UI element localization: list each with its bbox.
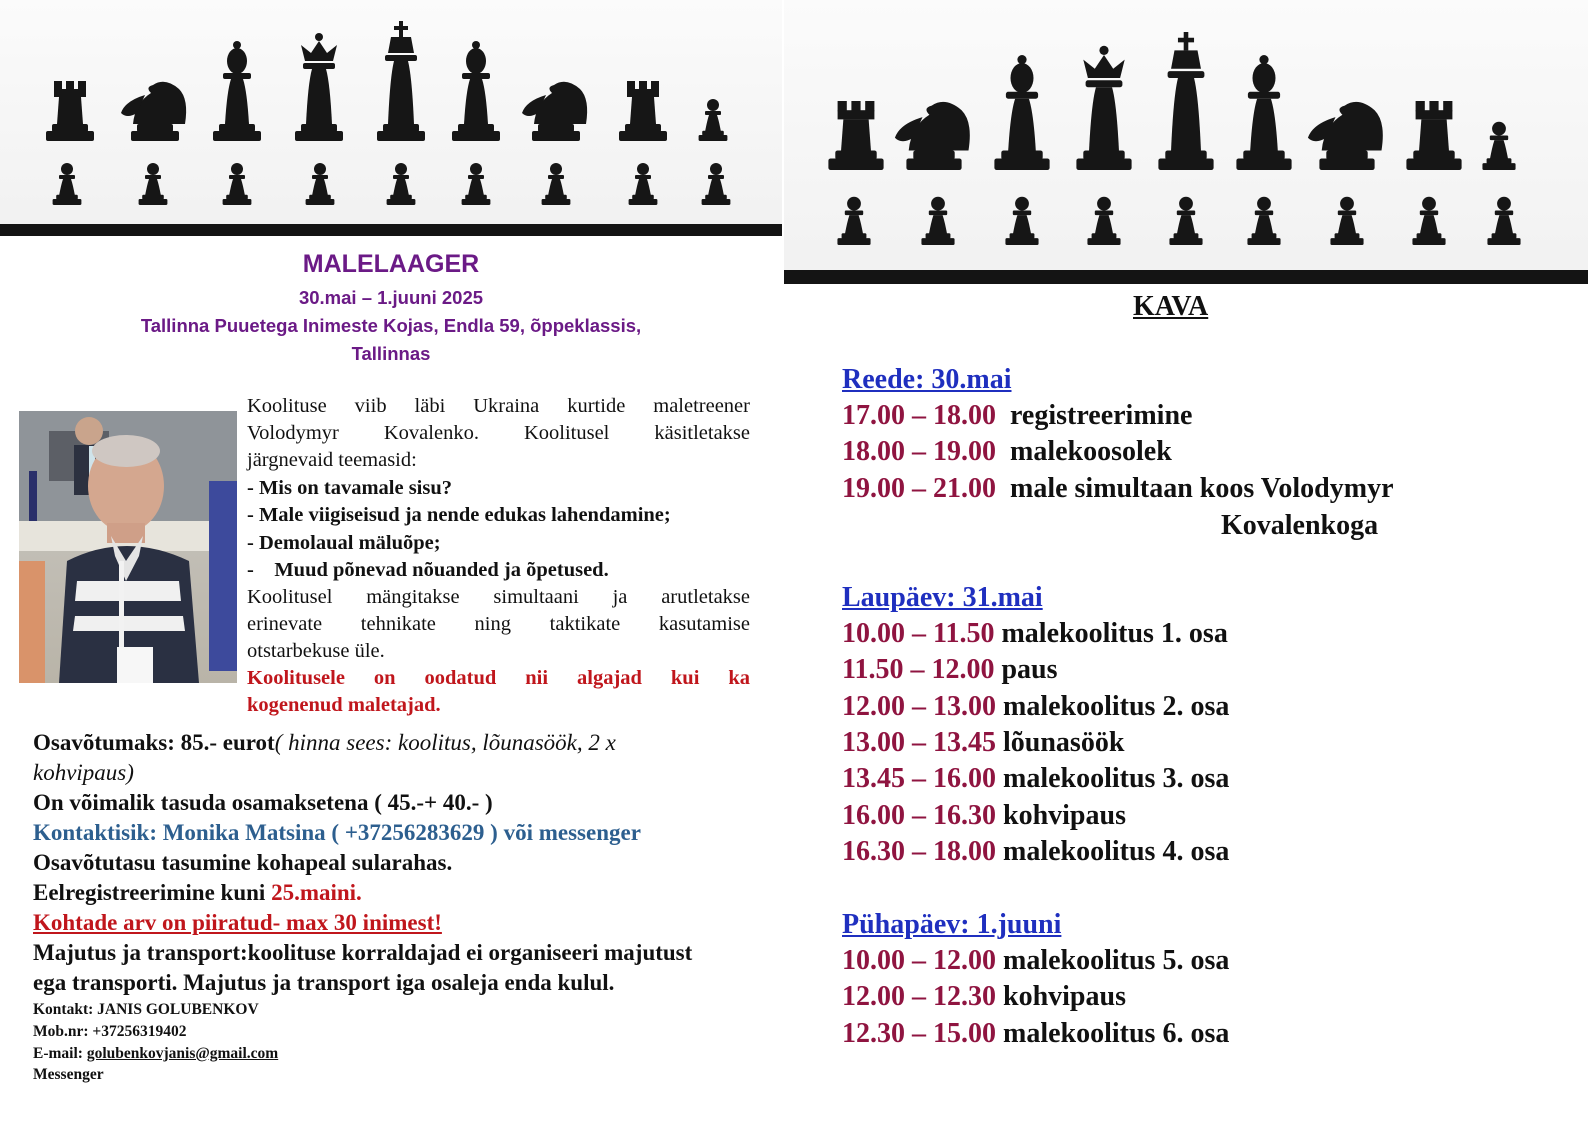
schedule-item: [842, 618, 1228, 650]
topic-1: - Mis on tavamale sisu?: [247, 477, 452, 499]
schedule-activity: malekoolitus 5. osa: [996, 945, 1230, 976]
schedule-activity: malekoolitus 3. osa: [996, 763, 1230, 794]
intro-line-2: Volodymyr Kovalenko. Koolitusel käsitletakse: [247, 422, 750, 444]
schedule-time: 19.00 – 21.00: [842, 473, 996, 504]
email-link[interactable]: golubenkovjanis@gmail.com: [86, 1045, 279, 1062]
topic-3: - Demolaual mäluõpe;: [247, 532, 441, 554]
prereg-label: Eelregistreerimine kuni: [33, 880, 272, 905]
schedule-activity: registreerimine: [996, 400, 1193, 431]
schedule-time: 12.00 – 12.30: [842, 981, 996, 1012]
event-venue-line2: Tallinnas: [351, 343, 431, 364]
schedule-item: [842, 763, 1229, 795]
schedule-time: 18.00 – 19.00: [842, 436, 996, 467]
fee-line: [33, 730, 616, 756]
schedule-activity: malekoolitus 6. osa: [996, 1018, 1230, 1049]
payment-info: Osavõtutasu tasumine kohapeal sularahas.: [33, 850, 453, 875]
intro-line-9: erinevate tehnikate ning taktikate kasutamise: [247, 613, 750, 635]
day-saturday: Laupäev: 31.mai: [842, 582, 1043, 613]
schedule-time: 16.00 – 16.30: [842, 800, 996, 831]
installments: On võimalik tasuda osamaksetena ( 45.-+ 40.- ): [33, 790, 493, 815]
event-venue-line1: Tallinna Puuetega Inimeste Kojas, Endla 59, õppeklassis,: [140, 315, 642, 336]
lodging-line-1: Majutus ja transport:koolituse korraldajad ei organiseeri majutust: [33, 940, 693, 965]
fee-note-2: kohvipaus): [33, 760, 134, 785]
schedule-item: [842, 1018, 1229, 1050]
schedule-time: 10.00 – 11.50: [842, 618, 995, 649]
schedule-time: 17.00 – 18.00: [842, 400, 996, 431]
schedule-time: 10.00 – 12.00: [842, 945, 996, 976]
schedule-item: [842, 400, 1192, 432]
messenger-label: Messenger: [33, 1066, 104, 1083]
day-sunday: Pühapäev: 1.juuni: [842, 909, 1062, 940]
fee-label: Osavõtumaks: 85.- eurot: [33, 730, 275, 755]
preregistration: [33, 880, 362, 906]
intro-line-8: Koolitusel mängitakse simultaani ja arutletakse: [247, 586, 750, 608]
schedule-activity: paus: [994, 654, 1058, 685]
schedule-activity: kohvipaus: [996, 800, 1126, 831]
schedule-activity: malekoosolek: [996, 436, 1172, 467]
chess-pieces-right: [784, 0, 1588, 284]
contact-name: Kontakt: JANIS GOLUBENKOV: [33, 1001, 259, 1018]
schedule-item: [842, 800, 1126, 832]
welcome-line-2: kogenenud maletajad.: [247, 694, 441, 716]
schedule-item: [842, 945, 1229, 977]
chess-banner-right: [784, 0, 1588, 284]
event-dates: 30.mai – 1.juuni 2025: [298, 287, 484, 308]
schedule-item: [842, 836, 1229, 868]
intro-line-1: Koolituse viib läbi Ukraina kurtide maletreener: [247, 395, 750, 417]
schedule-item: [842, 691, 1229, 723]
schedule-time: 11.50 – 12.00: [842, 654, 995, 685]
schedule-time: 12.30 – 15.00: [842, 1018, 996, 1049]
topic-4: - Muud põnevad nõuanded ja õpetused.: [247, 559, 609, 581]
schedule-time: 13.00 – 13.45: [842, 727, 996, 758]
schedule-item: [842, 981, 1126, 1013]
schedule-item: [842, 654, 1058, 686]
intro-line-10: otstarbekuse üle.: [247, 640, 385, 662]
fee-note-line-2: [33, 760, 134, 786]
schedule-activity: malekoolitus 4. osa: [996, 836, 1230, 867]
schedule-time: 16.30 – 18.00: [842, 836, 996, 867]
mobile-number: Mob.nr: +37256319402: [33, 1023, 187, 1040]
chess-pieces-left: [0, 0, 782, 236]
schedule-item: [842, 727, 1124, 759]
schedule-item: [842, 473, 1394, 505]
schedule-time: 13.45 – 16.00: [842, 763, 996, 794]
prereg-date: 25.maini.: [271, 880, 362, 905]
schedule-item: [842, 436, 1172, 468]
schedule-activity: malekoolitus 2. osa: [996, 691, 1230, 722]
day-friday: Reede: 30.mai: [842, 364, 1012, 395]
topic-2: - Male viigiseisud ja nende edukas lahendamine;: [247, 504, 671, 526]
chess-banner-left: [0, 0, 782, 236]
contact-person: Kontaktisik: Monika Matsina ( +37256283629 ) või messenger: [33, 820, 641, 845]
schedule-continuation: Kovalenkoga: [1221, 510, 1379, 541]
schedule-time: 12.00 – 13.00: [842, 691, 996, 722]
schedule-activity: malekoolitus 1. osa: [994, 618, 1228, 649]
schedule-activity: kohvipaus: [996, 981, 1126, 1012]
trainer-photo: [19, 411, 237, 683]
schedule-title: KAVA: [1133, 291, 1209, 322]
email-line: [33, 1045, 278, 1063]
fee-note: ( hinna sees: koolitus, lõunasöök, 2 x: [274, 730, 616, 755]
schedule-activity: male simultaan koos Volodymyr: [996, 473, 1394, 504]
email-label: E-mail:: [33, 1045, 87, 1062]
lodging-line-2: ega transporti. Majutus ja transport iga osaleja enda kulul.: [33, 970, 615, 995]
seat-limit: Kohtade arv on piiratud- max 30 inimest!: [33, 910, 442, 935]
intro-line-3: järgnevaid teemasid:: [247, 449, 417, 471]
welcome-line-1: Koolitusele on oodatud nii algajad kui ka: [247, 667, 750, 689]
schedule-activity: lõunasöök: [996, 727, 1125, 758]
event-title: MALELAAGER: [302, 250, 480, 278]
